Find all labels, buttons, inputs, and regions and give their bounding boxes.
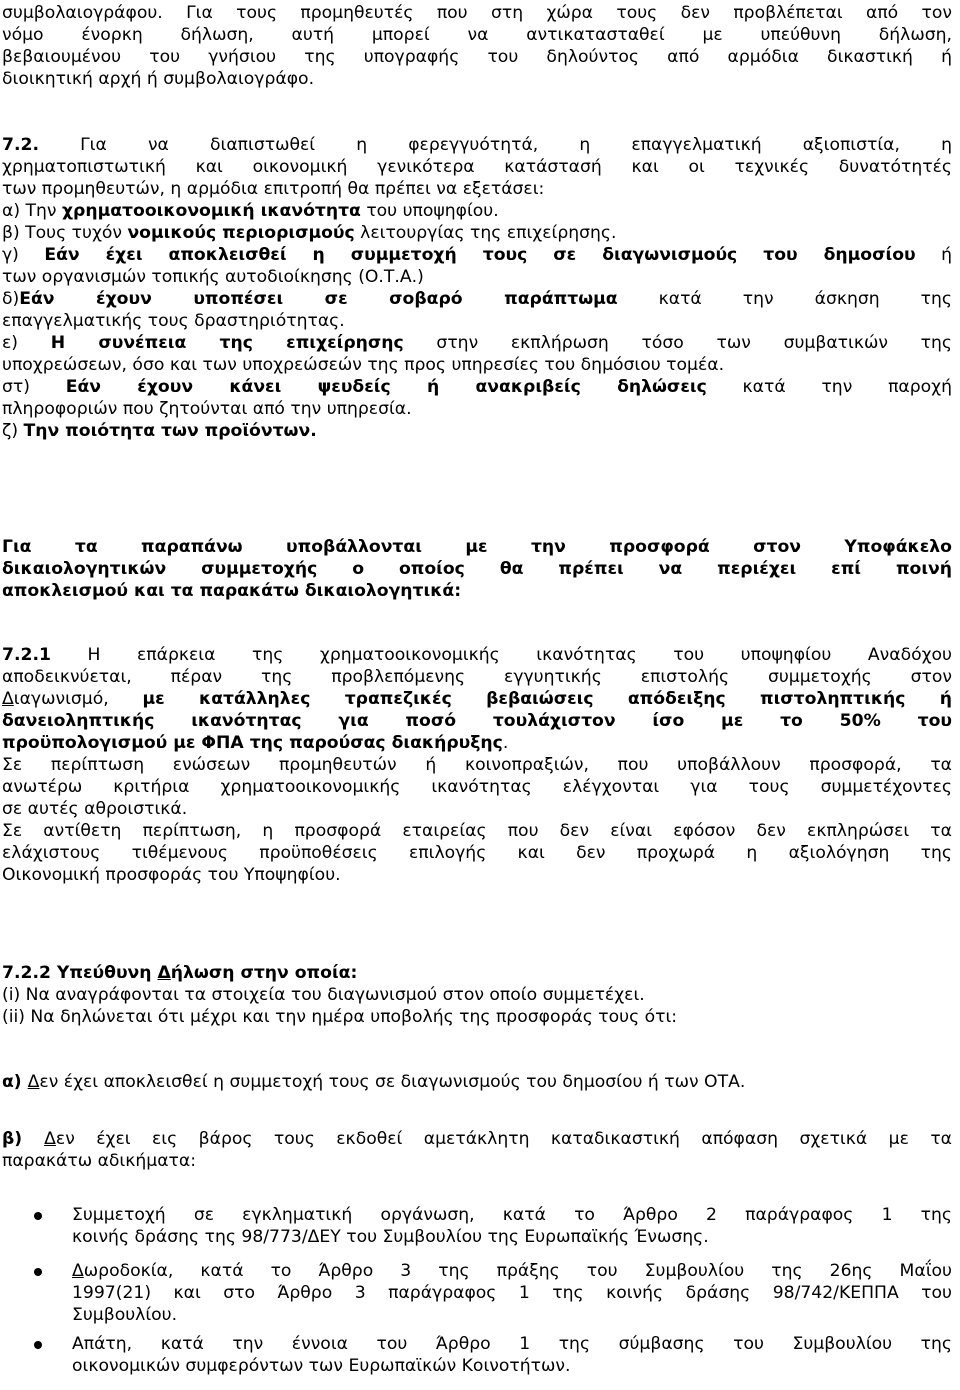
- text-line: παρακάτω αδικήματα:: [2, 1151, 196, 1171]
- text-line: των προμηθευτών, η αρμόδια επιτροπή θα πρέπει να εξετάσει:: [2, 179, 545, 199]
- text-line: Συμμετοχή σε εγκληματική οργάνωση, κατά το Άρθρο 2 παράγραφος 1 της: [72, 1205, 952, 1225]
- bold-span: β): [2, 1129, 45, 1149]
- underlined-letter: Δ: [157, 963, 171, 983]
- heading-line: δικαιολογητικών συμμετοχής ο οποίος θα πρέπει να περιέχει επί ποινή: [2, 559, 952, 579]
- text-span: Για να διαπιστωθεί η φερεγγυότητά, η επαγγελματική αξιοπιστία, η: [80, 135, 952, 155]
- text-span: στην εκπλήρωση τόσο των συμβατικών της: [403, 333, 952, 353]
- list-item-c: [2, 244, 952, 266]
- list-item-st: [2, 376, 952, 398]
- text-span: δ): [2, 289, 20, 309]
- text-line: βεβαιουμένου του γνήσιου της υπογραφής του δηλούντος από αρμόδια δικαστική ή: [2, 47, 952, 67]
- item-b: [2, 1128, 952, 1172]
- text-span: ή: [915, 245, 952, 265]
- text-line: [72, 1260, 952, 1282]
- heading-line: Για τα παραπάνω υποβάλλονται με την προσφορά στον Υποφάκελο: [2, 537, 952, 557]
- bullet-item: [72, 1204, 952, 1248]
- text-line: διοικητική αρχή ή συμβολαιογράφο.: [2, 69, 315, 89]
- underlined-letter: Δ: [44, 1129, 56, 1149]
- heading-line: αποκλεισμού και τα παρακάτω δικαιολογητικά:: [2, 581, 462, 601]
- text-line: Οικονομική προσφοράς του Υποψηφίου.: [2, 865, 341, 885]
- text-span: Η επάρκεια της χρηματοοικονομικής ικανότητας του υποψηφίου Αναδόχου: [50, 645, 952, 665]
- text-span: ήλωση στην οποία:: [170, 963, 358, 983]
- bold-span: α): [2, 1072, 28, 1092]
- bold-span: προϋπολογισμού με ΦΠΑ της παρούσας διακήρυξης: [2, 733, 503, 753]
- underlined-letter: Δ: [2, 689, 14, 709]
- list-item-a: [2, 200, 952, 222]
- underlined-letter: Δ: [27, 1072, 40, 1092]
- text-span: ε): [2, 333, 51, 353]
- text-span: .: [502, 733, 509, 753]
- text-line: των οργανισμών τοπικής αυτοδιοίκησης (Ο.Τ.Α.): [2, 267, 424, 287]
- list-item-d: [2, 288, 952, 310]
- bold-span: Την ποιότητα των προϊόντων.: [23, 421, 317, 441]
- underlined-letter: Δ: [72, 1261, 84, 1281]
- heading-required-documents: [2, 536, 952, 602]
- text-line: (i) Να αναγράφονται τα στοιχεία του διαγωνισμού στον οποίο συμμετέχει.: [2, 985, 645, 1005]
- text-line: επαγγελματικής τους δραστηριότητας.: [2, 311, 345, 331]
- text-line: σε αυτές αθροιστικά.: [2, 799, 188, 819]
- section-number: 7.2.: [2, 135, 39, 155]
- bold-span: Η συνέπεια της επιχείρησης: [50, 333, 404, 353]
- list-item-e: [2, 332, 952, 354]
- text-span: λειτουργίας της επιχείρησης.: [354, 223, 617, 243]
- text-span: στ): [2, 377, 66, 397]
- item-a: [2, 1071, 952, 1093]
- bold-span: με κατάλληλες τραπεζικές βεβαιώσεις απόδειξης πιστοληπτικής ή: [142, 689, 952, 709]
- text-span: κατά την άσκηση της: [617, 289, 952, 309]
- text-span: 7.2.2 Υπεύθυνη: [2, 963, 158, 983]
- bold-span: Εάν έχει αποκλεισθεί η συμμετοχή τους σε διαγωνισμούς του δημοσίου: [44, 245, 916, 265]
- text-line: ελάχιστους τιθέμενους προϋποθέσεις επιλογής και δεν προχωρά η αξιολόγηση της: [2, 843, 952, 863]
- bullet-item: [72, 1333, 952, 1377]
- text-line: ανωτέρω κριτήρια χρηματοοικονομικής ικανότητας ελέγχονται για τους συμμετέχοντες: [2, 777, 952, 797]
- text-line: [2, 134, 952, 156]
- text-line: οικονομικών συμφερόντων των Ευρωπαϊκών Κοινοτήτων.: [72, 1356, 571, 1376]
- bold-span: Εάν έχουν κάνει ψευδείς ή ανακριβείς δηλώσεις: [65, 377, 707, 397]
- text-line: 1997(21) και στο Άρθρο 3 παράγραφος 1 της κοινής δράσης 98/742/ΚΕΠΠΑ του: [72, 1283, 952, 1303]
- text-span: κατά την παροχή: [706, 377, 952, 397]
- text-line: Σε αντίθετη περίπτωση, η προσφορά εταιρείας που δεν είναι εφόσον δεν εκπληρώσει τα: [2, 821, 952, 841]
- bold-span: Εάν έχουν υποπέσει σε σοβαρό παράπτωμα: [19, 289, 618, 309]
- text-span: του υποψηφίου.: [360, 201, 499, 221]
- text-line: νόμο ένορκη δήλωση, αυτή μπορεί να αντικατασταθεί με υπεύθυνη δήλωση,: [2, 25, 952, 45]
- text-line: [2, 688, 952, 710]
- text-line: αποδεικνύεται, πέραν της προβλεπόμενης εγγυητικής επιστολής συμμετοχής στον: [2, 667, 952, 687]
- section-7-2-2: [2, 962, 952, 1028]
- list-item-b: [2, 222, 952, 244]
- text-line: πληροφοριών που ζητούνται από την υπηρεσία.: [2, 399, 412, 419]
- bullet-icon: [34, 1268, 42, 1276]
- paragraph-intro: [2, 2, 952, 90]
- text-line: (ii) Να δηλώνεται ότι μέχρι και την ημέρα υποβολής της προσφοράς τους ότι:: [2, 1007, 678, 1027]
- text-line: [2, 1071, 952, 1093]
- text-line: χρηματοπιστωτική και οικονομική γενικότερα κατάστασή και οι τεχνικές δυνατότητές: [2, 157, 952, 177]
- text-span: εν έχει εις βάρος τους εκδοθεί αμετάκλητη καταδικαστική απόφαση σχετικά με τα: [55, 1129, 952, 1149]
- bold-span: νομικούς περιορισμούς: [127, 223, 355, 243]
- text-span: εν έχει αποκλεισθεί η συμμετοχή τους σε διαγωνισμούς του δημοσίου ή των ΟΤΑ.: [39, 1072, 746, 1092]
- text-line: Συμβουλίου.: [72, 1305, 178, 1325]
- bullet-icon: [34, 1341, 42, 1349]
- section-number: 7.2.1: [2, 645, 51, 665]
- text-span: β) Τους τυχόν: [2, 223, 128, 243]
- text-line: Απάτη, κατά την έννοια του Άρθρο 1 της σύμβασης του Συμβουλίου της: [72, 1334, 952, 1354]
- section-7-2: [2, 134, 952, 442]
- text-span: ζ): [2, 421, 24, 441]
- bullet-item: [72, 1260, 952, 1326]
- text-span: α) Την: [2, 201, 62, 221]
- text-line: υποχρεώσεων, όσο και των υποχρεώσεών της προς υπηρεσίες του δημόσιου τομέα.: [2, 355, 725, 375]
- bold-span: χρηματοοικονομική ικανότητα: [61, 201, 361, 221]
- bullet-icon: [34, 1212, 42, 1220]
- text-line: δανειοληπτικής ικανότητας για ποσό τουλάχιστον ίσο με το 50% του: [2, 711, 952, 731]
- section-7-2-1: [2, 644, 952, 886]
- text-span: ωροδοκία, κατά το Άρθρο 3 της πράξης του Συμβουλίου της 26ης Μαΐου: [83, 1261, 952, 1281]
- text-span: γ): [2, 245, 45, 265]
- text-line: [2, 1128, 952, 1150]
- text-span: ιαγωνισμό,: [13, 689, 143, 709]
- text-line: [2, 732, 952, 754]
- list-item-z: [2, 420, 952, 442]
- text-line: κοινής δράσης της 98/773/ΔΕΥ του Συμβουλίου της Ευρωπαϊκής Ένωσης.: [72, 1227, 709, 1247]
- text-line: Σε περίπτωση ενώσεων προμηθευτών ή κοινοπραξιών, που υποβάλλουν προσφορά, τα: [2, 755, 952, 775]
- section-title: [2, 962, 952, 984]
- text-line: συμβολαιογράφου. Για τους προμηθευτές που στη χώρα τους δεν προβλέπεται από τον: [2, 3, 952, 23]
- text-line: [2, 644, 952, 666]
